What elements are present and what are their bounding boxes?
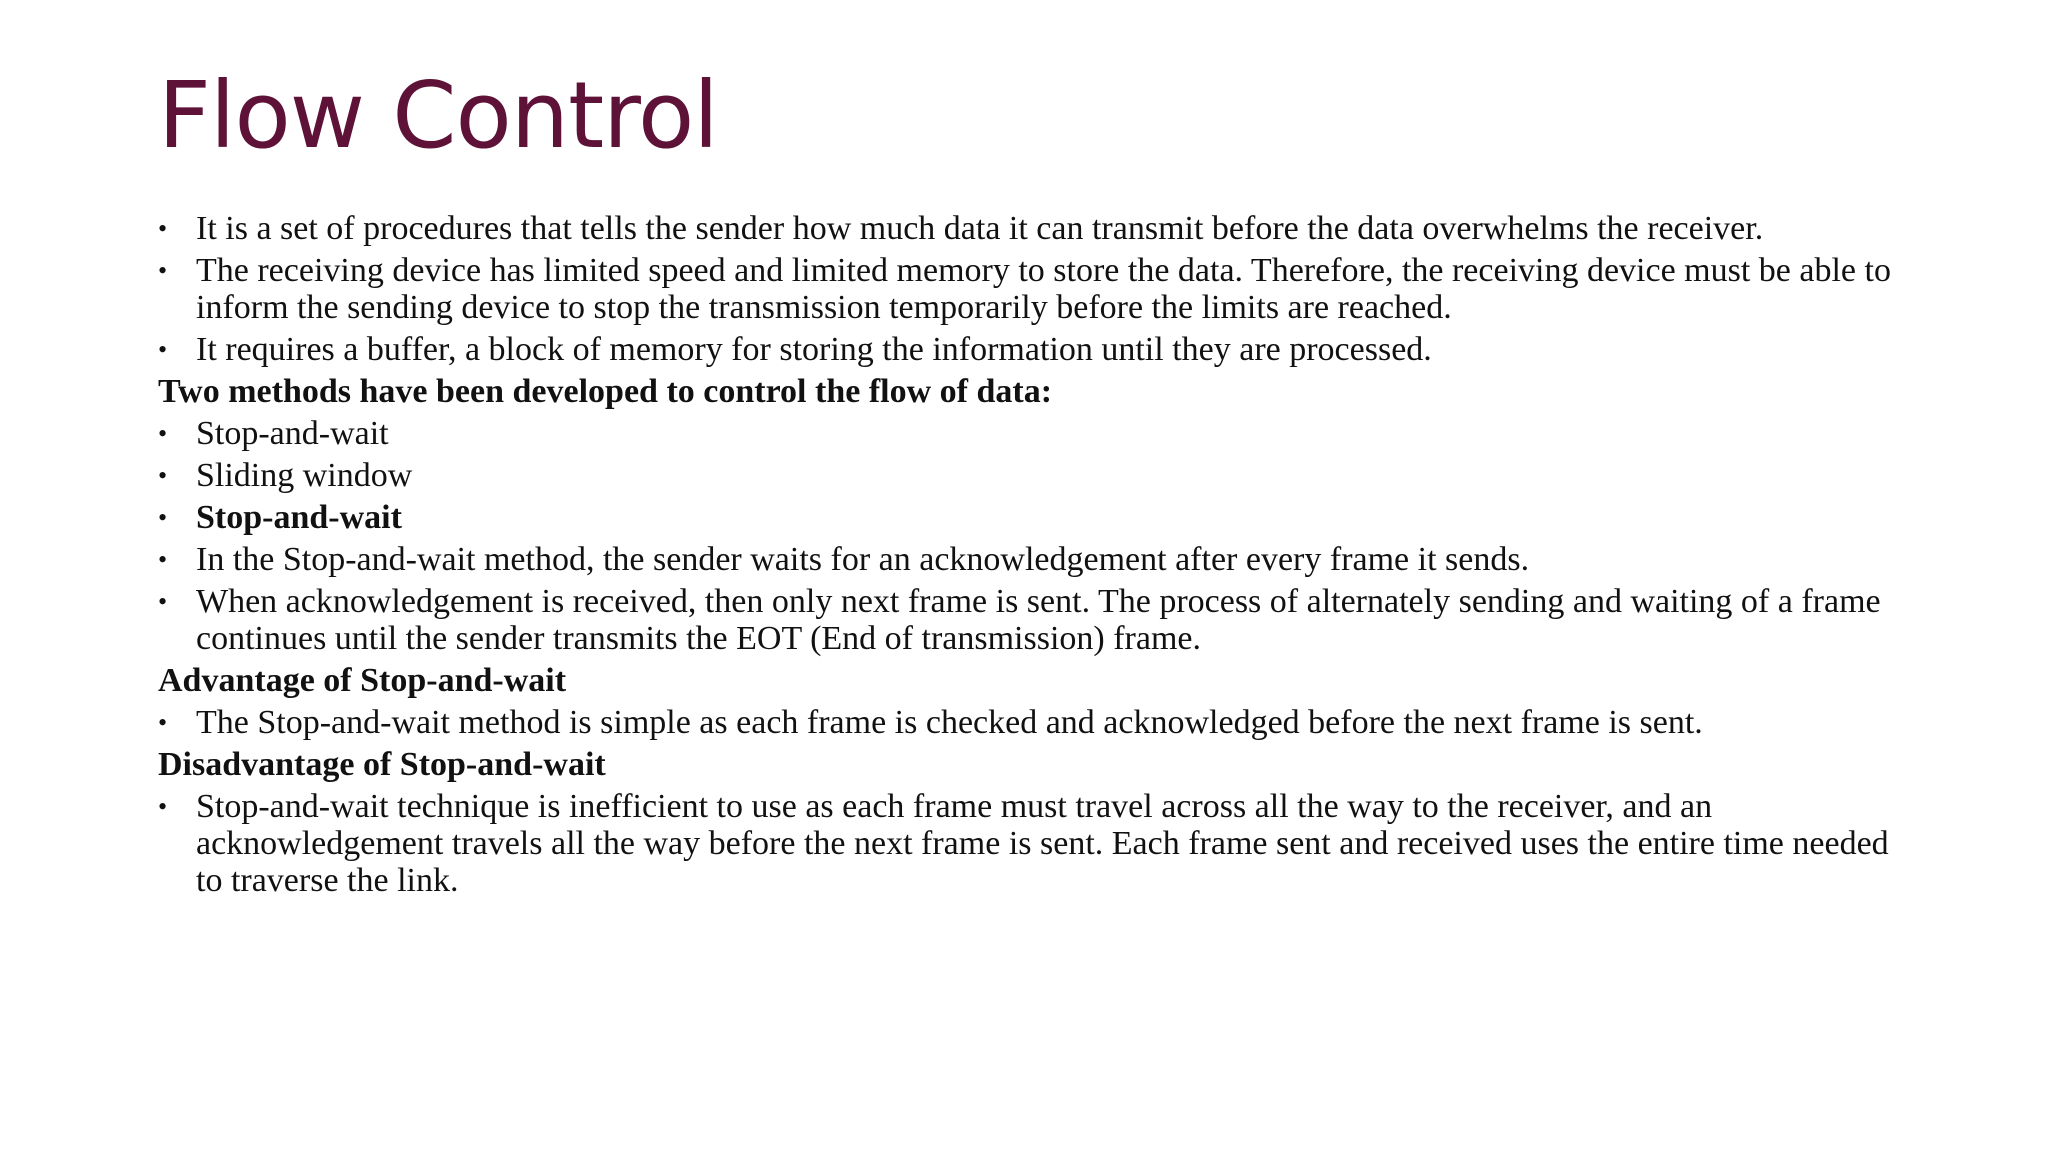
- bullet-dot-icon: •: [158, 461, 168, 490]
- bullet-dot-icon: •: [158, 256, 168, 285]
- bullet-item: [158, 331, 1898, 368]
- section-heading: Disadvantage of Stop-and-wait: [158, 746, 606, 783]
- bullet-dot-icon: •: [158, 214, 168, 243]
- bullet-item: [158, 499, 1898, 536]
- bullet-dot-icon: •: [158, 587, 168, 616]
- bullet-item: [158, 788, 1898, 899]
- bullet-text: The receiving device has limited speed and limited memory to store the data. Therefore, the receiving device must be able to inform the sending device to stop the transmission temporarily before the limits are reached.: [196, 252, 1891, 326]
- bullet-text: Sliding window: [196, 457, 413, 494]
- slide-body: [158, 210, 1898, 904]
- bullet-item: [158, 583, 1898, 657]
- bullet-text: It requires a buffer, a block of memory for storing the information until they are processed.: [196, 331, 1432, 368]
- bullet-text: Stop-and-wait: [196, 415, 389, 452]
- section-heading: Two methods have been developed to control the flow of data:: [158, 373, 1053, 410]
- bullet-text: Stop-and-wait technique is inefficient to use as each frame must travel across all the way to the receiver, and an acknowledgement travels all the way before the next frame is sent. Each frame sent and received uses the entire time needed to traverse the link.: [196, 788, 1889, 899]
- bullet-text: When acknowledgement is received, then only next frame is sent. The process of alternately sending and waiting of a frame continues until the sender transmits the EOT (End of transmission) frame.: [196, 583, 1881, 657]
- bullet-item: [158, 541, 1898, 578]
- bullet-dot-icon: •: [158, 708, 168, 737]
- bullet-dot-icon: •: [158, 335, 168, 364]
- bullet-text: In the Stop-and-wait method, the sender waits for an acknowledgement after every frame it sends.: [196, 541, 1530, 578]
- bullet-item: [158, 252, 1898, 326]
- bullet-dot-icon: •: [158, 792, 168, 821]
- slide-title: Flow Control: [158, 62, 718, 169]
- bullet-item: [158, 457, 1898, 494]
- bullet-text: Stop-and-wait: [196, 499, 402, 536]
- bullet-dot-icon: •: [158, 545, 168, 574]
- bullet-item: [158, 704, 1898, 741]
- bullet-item: [158, 415, 1898, 452]
- bullet-text: It is a set of procedures that tells the sender how much data it can transmit before the data overwhelms the receiver.: [196, 210, 1764, 247]
- bullet-text: The Stop-and-wait method is simple as each frame is checked and acknowledged before the next frame is sent.: [196, 704, 1703, 741]
- section-heading: Advantage of Stop-and-wait: [158, 662, 567, 699]
- bullet-dot-icon: •: [158, 503, 168, 532]
- bullet-dot-icon: •: [158, 419, 168, 448]
- bullet-item: [158, 210, 1898, 247]
